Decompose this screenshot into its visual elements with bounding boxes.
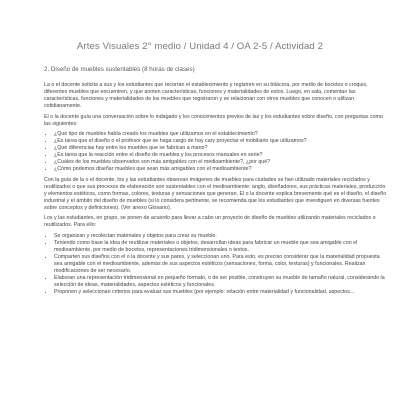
- paragraph-1: La o el docente solicita a sus y los estudiantes que recorran el establecimiento y registren en su bitácora, por medio de bocetos o croquis, diferentes muebles que encuentren, y que anoten características, funciones y materialidades de estos. Luego, en sala, comentan las características, funciones y materialidades de los muebles que registraron y se relacionan con otros muebles que conocen o utilizan cotidianamente.: [44, 82, 368, 110]
- section-subtitle: 2. Diseño de muebles sustentables (8 horas de clases): [44, 66, 195, 73]
- list-item: • Se organizan y recolectan materiales y objetos para crear su mueble.: [54, 233, 388, 240]
- document-body: [44, 82, 388, 300]
- paragraph-2: El o la docente guía una conversación sobre lo indagado y los conocimientos previos de las y los estudiantes sobre diseño, con preguntas como las siguientes:: [44, 113, 383, 127]
- page-title: Artes Visuales 2° medio / Unidad 4 / OA 2-5 / Actividad 2: [76, 41, 324, 52]
- list-item: • Proponen y seleccionan criterios para evaluar sus muebles (por ejemplo: relación entre materialidad y funcionalidad, aspectos...: [54, 289, 388, 296]
- list-item: • ¿Es tarea que la reacción entre el diseño de muebles y los procesos manuales en serie?: [54, 152, 388, 159]
- list-item: • ¿Qué tipo de muebles había creado los muebles que utilizamos en el establecimiento?: [54, 131, 388, 138]
- question-list: [44, 131, 388, 173]
- list-item: • ¿Cuáles de los muebles observados son más amigables con el medioambiente?, ¿por qué?: [54, 159, 388, 166]
- list-item: • Comparten sus diseños con el o la docente y sus pares, y seleccionan uno. Para esto, es preciso considerar que la materialidad propuesta sea amigable con el medioambiente, además de sus aspectos estéticos (sensaciones, forma, color, texturas) y funcionales. Realizan modificaciones de ser necesario.: [54, 254, 388, 275]
- list-item: • ¿Es tarea que el diseño o el profesor que se haga cargo de hay cary proyectar el mobiliario que utilizamos?: [54, 138, 388, 145]
- list-item: • ¿Cómo podemos diseñar muebles que sean más amigables con el medioambiente?: [54, 166, 388, 173]
- list-item: • ¿Qué diferencias hay entre los muebles que se fabrican a mano?: [54, 145, 388, 152]
- paragraph-3: Con la guía de la o el docente, los y las estudiantes observan imágenes de muebles para ciudades se han utilizado materiales reciclados y reutilizados o que sus procesos de elaboración son sustentables con el medioambiente: anglo, diseñadores, sus prácticas materiales, producción y elementos estéticos, como formas, colores, texturas y sensaciones que generan. El o la docente explica brevemente qué es el diseño, el diseño industrial y el ámbito del diseño de muebles (si lo considera pertinente, se recomienda que los estudiantes que investiguen en diversas fuentes sobre conceptos y definiciones). (Ver anexo Glosario).: [44, 176, 387, 211]
- paragraph-4: Los y las estudiantes, en grupo, se ponen de acuerdo para llevar a cabo un proyecto de diseño de muebles utilizando materiales reciclados o reutilizados. Para ello:: [44, 215, 376, 229]
- steps-list: [44, 233, 388, 296]
- list-item: • Elaboran una representación tridimensional en pequeño formato, o de ser posible, construyen su mueble de tamaño natural, considerando la selección de ideas, materialidades, aspectos estéticos y funcionales.: [54, 275, 388, 289]
- list-item: • Teniendo como base la idea de reutilizar materiales u objetos, desarrollan ideas para fabricar un mueble que sea amigable con el medioambiente, por medio de bocetos, representaciones tridimensionales o textos.: [54, 240, 388, 254]
